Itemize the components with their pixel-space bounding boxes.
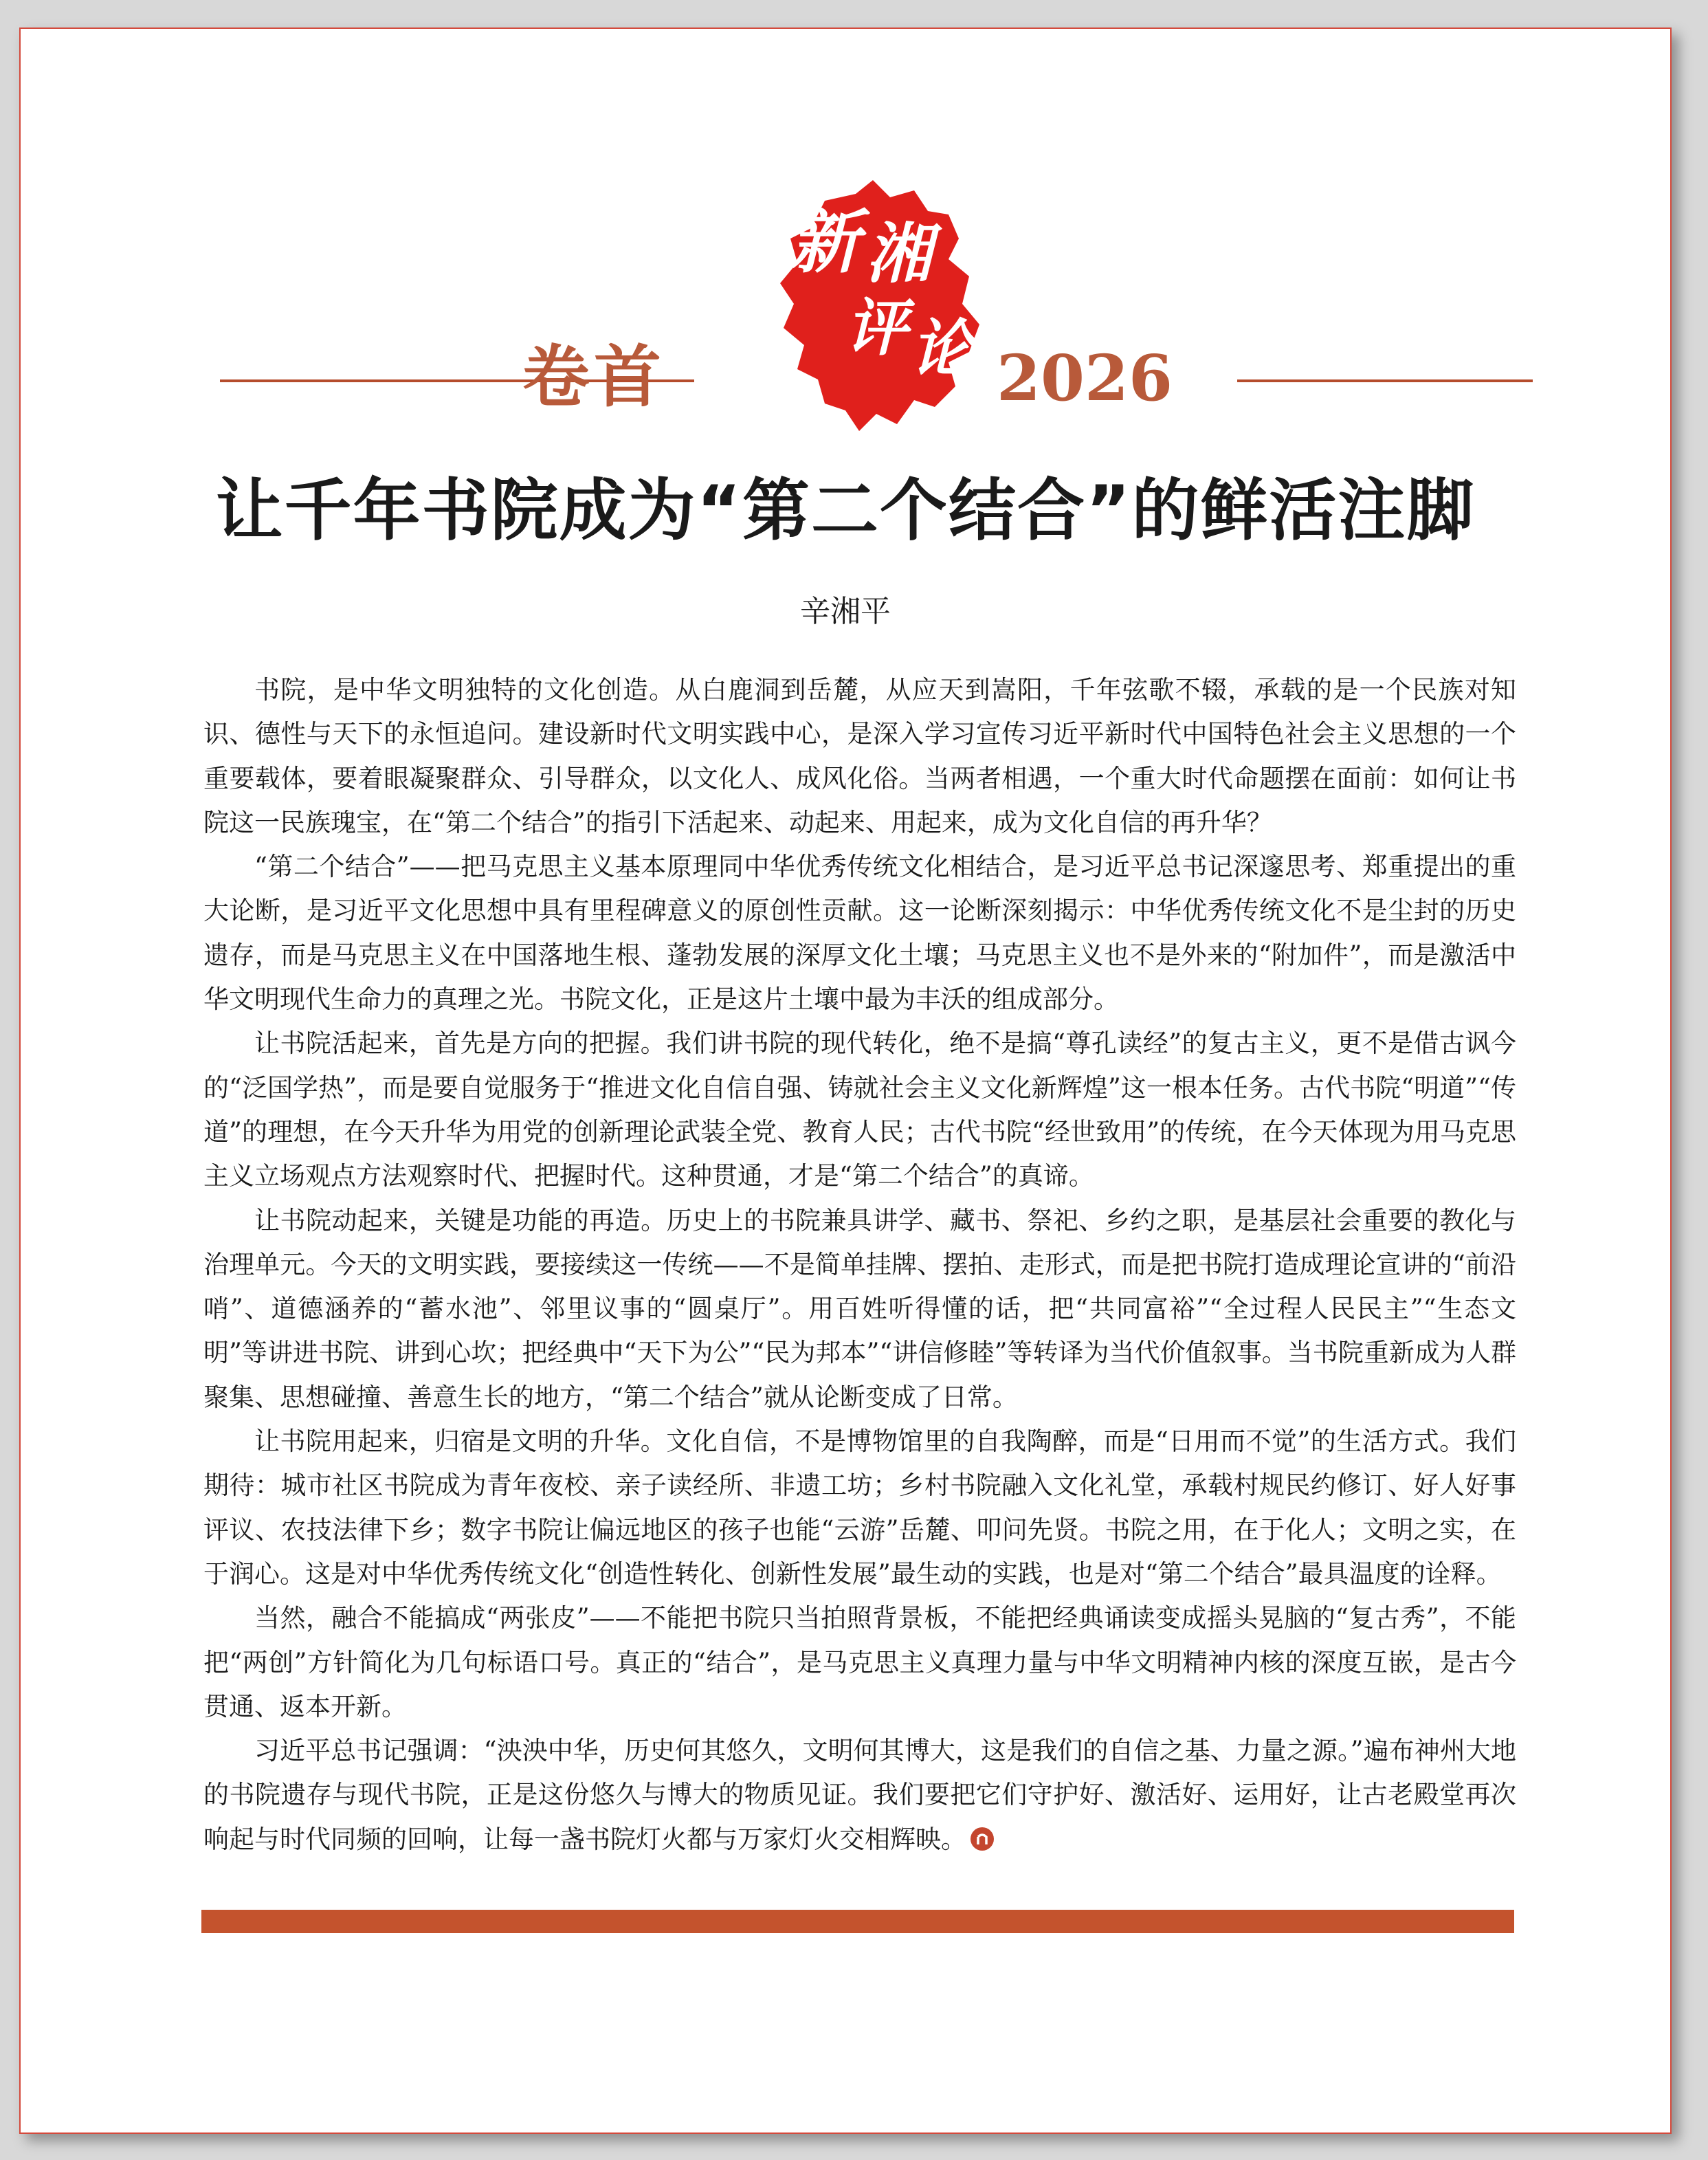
logo-char-4: 论 (911, 312, 973, 385)
column-name: 卷首 (522, 338, 666, 417)
bottom-rule-bar (201, 1910, 1514, 1933)
paragraph: 让书院动起来，关键是功能的再造。历史上的书院兼具讲学、藏书、祭祀、乡约之职，是基层社会重要的教化与治理单元。今天的文明实践，要接续这一传统——不是简单挂牌、摆拍、走形式，而是把书院打造成理论宣讲的“前沿哨”、道德涵养的“蓄水池”、邻里议事的“圆桌厅”。用百姓听得懂的话，把“共同富裕”“全过程人民民主”“生态文明”等讲进书院、讲到心坎；把经典中“天下为公”“民为邦本”“讲信修睦”等转译为当代价值叙事。当书院重新成为人群聚集、思想碰撞、善意生长的地方，“第二个结合”就从论断变成了日常。 (203, 1205, 1516, 1412)
paragraph: 让书院用起来，归宿是文明的升华。文化自信，不是博物馆里的自我陶醉，而是“日用而不觉”的生活方式。我们期待：城市社区书院成为青年夜校、亲子读经所、非遗工坊；乡村书院融入文化礼堂，承载村规民约修订、好人好事评议、农技法律下乡；数字书院让偏远地区的孩子也能“云游”岳麓、叩问先贤。书院之用，在于化人；文明之实，在于润心。这是对中华优秀传统文化“创造性转化、创新性发展”最生动的实践，也是对“第二个结合”最具温度的诠释。 (203, 1426, 1516, 1589)
article-title: 让千年书院成为“第二个结合”的鲜活注脚 (215, 472, 1476, 550)
magazine-page (19, 27, 1672, 2134)
paragraph: 当然，融合不能搞成“两张皮”——不能把书院只当拍照背景板，不能把经典诵读变成摇头晃脑的“复古秀”，不能把“两创”方针简化为几句标语口号。真正的“结合”，是马克思主义真理力量与中华文明精神内核的深度互嵌，是古今贯通、返本开新。 (203, 1603, 1516, 1721)
article-author: 辛湘平 (800, 594, 891, 629)
paragraph: 让书院活起来，首先是方向的把握。我们讲书院的现代转化，绝不是搞“尊孔读经”的复古主义，更不是借古讽今的“泛国学热”，而是要自觉服务于“推进文化自信自强、铸就社会主义文化新辉煌”这一根本任务。古代书院“明道”“传道”的理想，在今天升华为用党的创新理论武装全党、教育人民；古代书院“经世致用”的传统，在今天体现为用马克思主义立场观点方法观察时代、把握时代。这种贯通，才是“第二个结合”的真谛。 (203, 1028, 1516, 1191)
logo-char-3: 评 (845, 291, 907, 364)
paragraph: “第二个结合”——把马克思主义基本原理同中华优秀传统文化相结合，是习近平总书记深邃思考、郑重提出的重大论断，是习近平文化思想中具有里程碑意义的原创性贡献。这一论断深刻揭示：中华优秀传统文化不是尘封的历史遗存，而是马克思主义在中国落地生根、蓬勃发展的深厚文化土壤；马克思主义也不是外来的“附加件”，而是激活中华文明现代生命力的真理之光。书院文化，正是这片土壤中最为丰沃的组成部分。 (203, 852, 1516, 1015)
column-header (199, 173, 1512, 448)
end-of-article-mark-icon (971, 1827, 994, 1851)
logo-char-1: 新 (790, 201, 859, 283)
issue-year: 2026 (997, 341, 1173, 415)
paragraph: 书院，是中华文明独特的文化创造。从白鹿洞到岳麓，从应天到嵩阳，千年弦歌不辍，承载的是一个民族对知识、德性与天下的永恒追问。建设新时代文明实践中心，是深入学习宣传习近平新时代中国特色社会主义思想的一个重要载体，要着眼凝聚群众、引导群众，以文化人、成风化俗。当两者相遇，一个重大时代命题摆在面前：如何让书院这一民族瑰宝，在“第二个结合”的指引下活起来、动起来、用起来，成为文化自信的再升华？ (203, 675, 1516, 837)
xinxiang-commentary-logo (742, 173, 1017, 448)
paragraph-last-text: 习近平总书记强调：“泱泱中华，历史何其悠久，文明何其博大，这是我们的自信之基、力量之源。”遍布神州大地的书院遗存与现代书院，正是这份悠久与博大的物质见证。我们要把它们守护好、激活好、运用好，让古老殿堂再次响起与时代同频的回响，让每一盏书院灯火都与万家灯火交相辉映。 (203, 1736, 1516, 1854)
paragraph-last (203, 1729, 1516, 1862)
header-rule-right (1237, 379, 1533, 382)
logo-char-2: 湘 (866, 216, 932, 292)
article-body (203, 668, 1516, 1862)
